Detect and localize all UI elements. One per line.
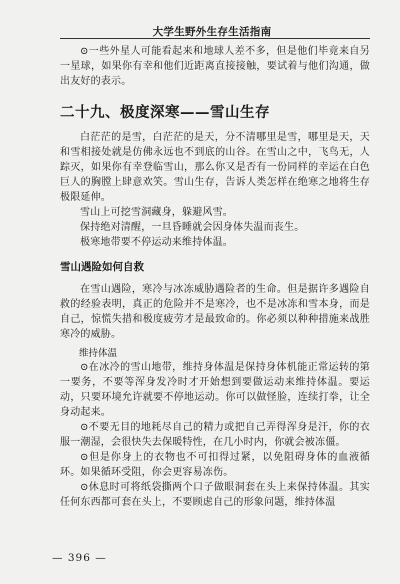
section-paragraph: 白茫茫的是雪，白茫茫的是天，分不清哪里是雪，哪里是天，天和雪相接处就是仿佛永远也不到底的山谷。在雪山之中，飞鸟无，人踪灭，如果你有幸登临雪山，那么你又是否有一份同样的幸运在白色巨人的胸膛上肆意欢笑。雪山生存，告诉人类怎样在绝寒之地将生存极限延伸。	[60, 132, 370, 203]
minor-heading: 维持体温	[79, 348, 118, 359]
subsection-item-4: ⊙休息时可将纸袋撕两个口子做眼洞套在头上来保持体温。其实任何东西都可套在头上，不要顾虑自己的形象问题，维持体温	[60, 482, 370, 508]
subsection-item-3: ⊙但是你身上的衣物也不可扣得过紧，以免阻碍身体的血液循环。如果循环受阻，你会更容易冻伤。	[60, 452, 370, 478]
subsection-item-2: ⊙不要无目的地耗尽自己的精力或把自己弄得浑身是汗，你的衣服一潮湿，会很快失去保暖特性，在几小时内，你就会被冻僵。	[60, 422, 370, 448]
subsection-title: 雪山遇险如何自救	[60, 261, 144, 273]
section-point-3: 极寒地带要不停运动来维持体温。	[80, 237, 233, 248]
subsection-paragraph: 在雪山遇险，寒冷与冰冻威胁遇险者的生命。但是据许多遇险自救的经验表明，真正的危险并不是寒冷，也不是冰冻和雪本身，而是自己，惊慌失措和极度疲劳才是最致命的。你必须以种种措施来战胜寒冷的威胁。	[60, 284, 370, 340]
page-number: — 396 —	[52, 552, 107, 564]
header-rule	[60, 38, 370, 39]
section-point-1: 雪山上可挖雪洞藏身，躲避风雪。	[80, 207, 233, 218]
page-content	[60, 44, 370, 510]
section-point-2: 保持绝对清醒，一旦昏睡就会因身体失温而丧生。	[80, 222, 305, 233]
running-header: 大学生野外生存生活指南	[152, 26, 272, 38]
subsection-item-1: ⊙在冰冷的雪山地带，维持身体温是保持身体机能正常运转的第一要务，不要等浑身发冷时才开始想到要做运动来维持体温。要运动，只要环境允许就要不停地运动。你可以做怪脸，连续打拳，让全身动起来。	[60, 362, 370, 418]
section-title: 二十九、极度深寒——雪山生存	[60, 105, 270, 121]
intro-paragraph: ⊙一些外星人可能看起来和地球人差不多，但是他们毕竟来自另一星球，如果你有幸和他们近距离直接接触，要试着与他们沟通，做出友好的表示。	[60, 46, 370, 87]
